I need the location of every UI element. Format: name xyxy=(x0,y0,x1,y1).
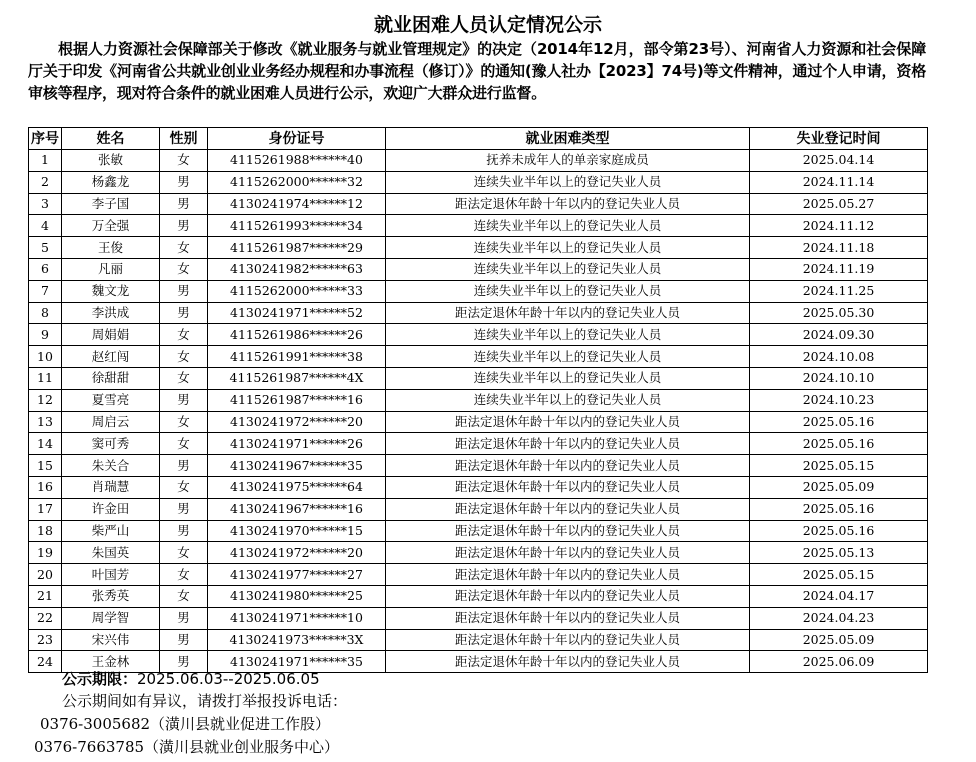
cell-difficulty-type: 距法定退休年龄十年以内的登记失业人员 xyxy=(386,542,750,564)
table-row xyxy=(29,607,928,629)
cell-gender: 女 xyxy=(160,585,208,607)
cell-registration-date: 2024.10.08 xyxy=(750,346,928,368)
cell-difficulty-type: 距法定退休年龄十年以内的登记失业人员 xyxy=(386,476,750,498)
cell-index: 19 xyxy=(29,542,62,564)
cell-id-number: 4130241982******63 xyxy=(208,258,386,280)
cell-difficulty-type: 连续失业半年以上的登记失业人员 xyxy=(386,324,750,346)
cell-name: 徐甜甜 xyxy=(62,367,160,389)
cell-id-number: 4130241971******26 xyxy=(208,433,386,455)
cell-difficulty-type: 距法定退休年龄十年以内的登记失业人员 xyxy=(386,607,750,629)
cell-gender: 男 xyxy=(160,389,208,411)
cell-id-number: 4115261987******16 xyxy=(208,389,386,411)
cell-id-number: 4130241971******35 xyxy=(208,651,386,673)
cell-index: 6 xyxy=(29,258,62,280)
cell-id-number: 4130241970******15 xyxy=(208,520,386,542)
cell-name: 窦可秀 xyxy=(62,433,160,455)
cell-gender: 女 xyxy=(160,433,208,455)
cell-name: 朱国英 xyxy=(62,542,160,564)
cell-gender: 男 xyxy=(160,215,208,237)
cell-name: 许金田 xyxy=(62,498,160,520)
cell-gender: 男 xyxy=(160,651,208,673)
cell-difficulty-type: 连续失业半年以上的登记失业人员 xyxy=(386,171,750,193)
cell-gender: 女 xyxy=(160,542,208,564)
cell-difficulty-type: 距法定退休年龄十年以内的登记失业人员 xyxy=(386,564,750,586)
table-row xyxy=(29,498,928,520)
table-row xyxy=(29,389,928,411)
cell-registration-date: 2025.05.13 xyxy=(750,542,928,564)
cell-registration-date: 2024.10.23 xyxy=(750,389,928,411)
cell-name: 王俊 xyxy=(62,237,160,259)
cell-registration-date: 2025.04.14 xyxy=(750,150,928,172)
contact-phone-1: 0376-3005682（潢川县就业促进工作股） xyxy=(40,715,331,733)
cell-registration-date: 2024.11.18 xyxy=(750,237,928,259)
table-row xyxy=(29,171,928,193)
period-label: 公示期限： xyxy=(62,670,138,688)
cell-id-number: 4130241972******20 xyxy=(208,542,386,564)
applicants-table xyxy=(28,127,928,673)
table-row xyxy=(29,564,928,586)
cell-index: 8 xyxy=(29,302,62,324)
cell-gender: 女 xyxy=(160,258,208,280)
page-title: 就业困难人员认定情况公示 xyxy=(373,14,602,36)
cell-gender: 男 xyxy=(160,455,208,477)
cell-index: 13 xyxy=(29,411,62,433)
cell-name: 王金林 xyxy=(62,651,160,673)
cell-id-number: 4130241977******27 xyxy=(208,564,386,586)
cell-id-number: 4115261988******40 xyxy=(208,150,386,172)
cell-registration-date: 2025.05.15 xyxy=(750,455,928,477)
cell-difficulty-type: 连续失业半年以上的登记失业人员 xyxy=(386,280,750,302)
cell-registration-date: 2025.05.16 xyxy=(750,520,928,542)
cell-gender: 男 xyxy=(160,302,208,324)
cell-id-number: 4115261986******26 xyxy=(208,324,386,346)
table-row xyxy=(29,542,928,564)
cell-name: 朱关合 xyxy=(62,455,160,477)
header-gender: 性别 xyxy=(160,128,208,150)
cell-id-number: 4115262000******32 xyxy=(208,171,386,193)
table-row xyxy=(29,455,928,477)
cell-difficulty-type: 距法定退休年龄十年以内的登记失业人员 xyxy=(386,651,750,673)
cell-registration-date: 2025.05.27 xyxy=(750,193,928,215)
cell-index: 11 xyxy=(29,367,62,389)
cell-difficulty-type: 连续失业半年以上的登记失业人员 xyxy=(386,367,750,389)
cell-gender: 男 xyxy=(160,280,208,302)
intro-paragraph: 根据人力资源社会保障部关于修改《就业服务与就业管理规定》的决定（2014年12月，部令第23号）、河南省人力资源和社会保障厅关于印发《河南省公共就业创业业务经办规程和办事流程（修订）》的通知(豫人社办【2023】74号)等文件精神，通过个人申请，资格审核等程序，现对符合条件的就业困难人员进行公示，欢迎广大群众进行监督。 xyxy=(28,40,926,102)
cell-id-number: 4130241973******3X xyxy=(208,629,386,651)
cell-index: 12 xyxy=(29,389,62,411)
table-row xyxy=(29,520,928,542)
cell-difficulty-type: 距法定退休年龄十年以内的登记失业人员 xyxy=(386,455,750,477)
cell-gender: 男 xyxy=(160,171,208,193)
cell-gender: 女 xyxy=(160,411,208,433)
cell-difficulty-type: 距法定退休年龄十年以内的登记失业人员 xyxy=(386,629,750,651)
cell-index: 16 xyxy=(29,476,62,498)
cell-name: 杨鑫龙 xyxy=(62,171,160,193)
cell-id-number: 4115261991******38 xyxy=(208,346,386,368)
cell-gender: 女 xyxy=(160,346,208,368)
cell-index: 17 xyxy=(29,498,62,520)
table-row xyxy=(29,193,928,215)
cell-index: 23 xyxy=(29,629,62,651)
cell-index: 22 xyxy=(29,607,62,629)
cell-index: 3 xyxy=(29,193,62,215)
cell-gender: 女 xyxy=(160,476,208,498)
cell-name: 周娟娟 xyxy=(62,324,160,346)
cell-gender: 女 xyxy=(160,367,208,389)
cell-id-number: 4130241980******25 xyxy=(208,585,386,607)
cell-gender: 男 xyxy=(160,629,208,651)
cell-registration-date: 2024.09.30 xyxy=(750,324,928,346)
cell-name: 李洪成 xyxy=(62,302,160,324)
cell-index: 18 xyxy=(29,520,62,542)
table-row xyxy=(29,302,928,324)
cell-registration-date: 2025.05.16 xyxy=(750,498,928,520)
objection-notice: 公示期间如有异议，请拨打举报投诉电话： xyxy=(62,692,348,710)
cell-registration-date: 2024.11.12 xyxy=(750,215,928,237)
cell-id-number: 4130241971******10 xyxy=(208,607,386,629)
table-row xyxy=(29,346,928,368)
cell-gender: 男 xyxy=(160,520,208,542)
table-row xyxy=(29,433,928,455)
table-row xyxy=(29,476,928,498)
cell-registration-date: 2025.06.09 xyxy=(750,651,928,673)
cell-name: 肖瑞慧 xyxy=(62,476,160,498)
cell-index: 7 xyxy=(29,280,62,302)
cell-difficulty-type: 连续失业半年以上的登记失业人员 xyxy=(386,389,750,411)
cell-name: 张秀英 xyxy=(62,585,160,607)
cell-registration-date: 2025.05.16 xyxy=(750,411,928,433)
table-row xyxy=(29,150,928,172)
cell-id-number: 4115261993******34 xyxy=(208,215,386,237)
cell-name: 赵红闯 xyxy=(62,346,160,368)
table-row xyxy=(29,237,928,259)
cell-difficulty-type: 距法定退休年龄十年以内的登记失业人员 xyxy=(386,585,750,607)
table-row xyxy=(29,215,928,237)
cell-difficulty-type: 距法定退休年龄十年以内的登记失业人员 xyxy=(386,433,750,455)
cell-difficulty-type: 连续失业半年以上的登记失业人员 xyxy=(386,237,750,259)
cell-difficulty-type: 距法定退休年龄十年以内的登记失业人员 xyxy=(386,193,750,215)
cell-difficulty-type: 距法定退休年龄十年以内的登记失业人员 xyxy=(386,302,750,324)
cell-index: 9 xyxy=(29,324,62,346)
cell-name: 周启云 xyxy=(62,411,160,433)
cell-id-number: 4130241967******16 xyxy=(208,498,386,520)
table-row xyxy=(29,367,928,389)
cell-registration-date: 2025.05.16 xyxy=(750,433,928,455)
cell-gender: 女 xyxy=(160,237,208,259)
table-row xyxy=(29,258,928,280)
cell-name: 张敏 xyxy=(62,150,160,172)
cell-id-number: 4130241974******12 xyxy=(208,193,386,215)
table-body xyxy=(29,150,928,673)
cell-index: 14 xyxy=(29,433,62,455)
cell-registration-date: 2024.04.17 xyxy=(750,585,928,607)
table-row xyxy=(29,280,928,302)
cell-index: 24 xyxy=(29,651,62,673)
cell-gender: 女 xyxy=(160,564,208,586)
cell-difficulty-type: 抚养未成年人的单亲家庭成员 xyxy=(386,150,750,172)
cell-id-number: 4130241971******52 xyxy=(208,302,386,324)
cell-index: 1 xyxy=(29,150,62,172)
cell-name: 柴严山 xyxy=(62,520,160,542)
cell-name: 叶国芳 xyxy=(62,564,160,586)
cell-id-number: 4115261987******4X xyxy=(208,367,386,389)
header-name: 姓名 xyxy=(62,128,160,150)
header-registration-date: 失业登记时间 xyxy=(750,128,928,150)
cell-name: 万全强 xyxy=(62,215,160,237)
cell-gender: 女 xyxy=(160,324,208,346)
header-id-number: 身份证号 xyxy=(208,128,386,150)
cell-name: 周学智 xyxy=(62,607,160,629)
table-row xyxy=(29,324,928,346)
cell-registration-date: 2025.05.15 xyxy=(750,564,928,586)
cell-difficulty-type: 连续失业半年以上的登记失业人员 xyxy=(386,215,750,237)
cell-difficulty-type: 距法定退休年龄十年以内的登记失业人员 xyxy=(386,411,750,433)
cell-registration-date: 2024.10.10 xyxy=(750,367,928,389)
cell-registration-date: 2025.05.09 xyxy=(750,629,928,651)
cell-id-number: 4130241975******64 xyxy=(208,476,386,498)
table-row xyxy=(29,585,928,607)
cell-registration-date: 2025.05.09 xyxy=(750,476,928,498)
cell-gender: 男 xyxy=(160,607,208,629)
cell-difficulty-type: 距法定退休年龄十年以内的登记失业人员 xyxy=(386,498,750,520)
cell-gender: 女 xyxy=(160,150,208,172)
table-row xyxy=(29,411,928,433)
cell-difficulty-type: 连续失业半年以上的登记失业人员 xyxy=(386,346,750,368)
table-header-row xyxy=(29,128,928,150)
cell-index: 20 xyxy=(29,564,62,586)
cell-index: 15 xyxy=(29,455,62,477)
cell-id-number: 4130241967******35 xyxy=(208,455,386,477)
cell-gender: 男 xyxy=(160,498,208,520)
cell-registration-date: 2024.11.14 xyxy=(750,171,928,193)
cell-index: 10 xyxy=(29,346,62,368)
cell-name: 李子国 xyxy=(62,193,160,215)
cell-index: 2 xyxy=(29,171,62,193)
cell-registration-date: 2024.11.25 xyxy=(750,280,928,302)
publicity-period xyxy=(62,668,320,690)
cell-id-number: 4115262000******33 xyxy=(208,280,386,302)
cell-name: 宋兴伟 xyxy=(62,629,160,651)
period-value: 2025.06.03--2025.06.05 xyxy=(137,670,320,688)
cell-difficulty-type: 连续失业半年以上的登记失业人员 xyxy=(386,258,750,280)
cell-registration-date: 2025.05.30 xyxy=(750,302,928,324)
cell-registration-date: 2024.04.23 xyxy=(750,607,928,629)
cell-id-number: 4130241972******20 xyxy=(208,411,386,433)
contact-phone-2: 0376-7663785（潢川县就业创业服务中心） xyxy=(34,738,340,756)
cell-registration-date: 2024.11.19 xyxy=(750,258,928,280)
cell-name: 魏文龙 xyxy=(62,280,160,302)
cell-index: 21 xyxy=(29,585,62,607)
cell-index: 5 xyxy=(29,237,62,259)
cell-name: 凡丽 xyxy=(62,258,160,280)
cell-name: 夏雪亮 xyxy=(62,389,160,411)
header-difficulty-type: 就业困难类型 xyxy=(386,128,750,150)
cell-difficulty-type: 距法定退休年龄十年以内的登记失业人员 xyxy=(386,520,750,542)
header-index: 序号 xyxy=(29,128,62,150)
cell-index: 4 xyxy=(29,215,62,237)
cell-gender: 男 xyxy=(160,193,208,215)
table-row xyxy=(29,629,928,651)
cell-id-number: 4115261987******29 xyxy=(208,237,386,259)
